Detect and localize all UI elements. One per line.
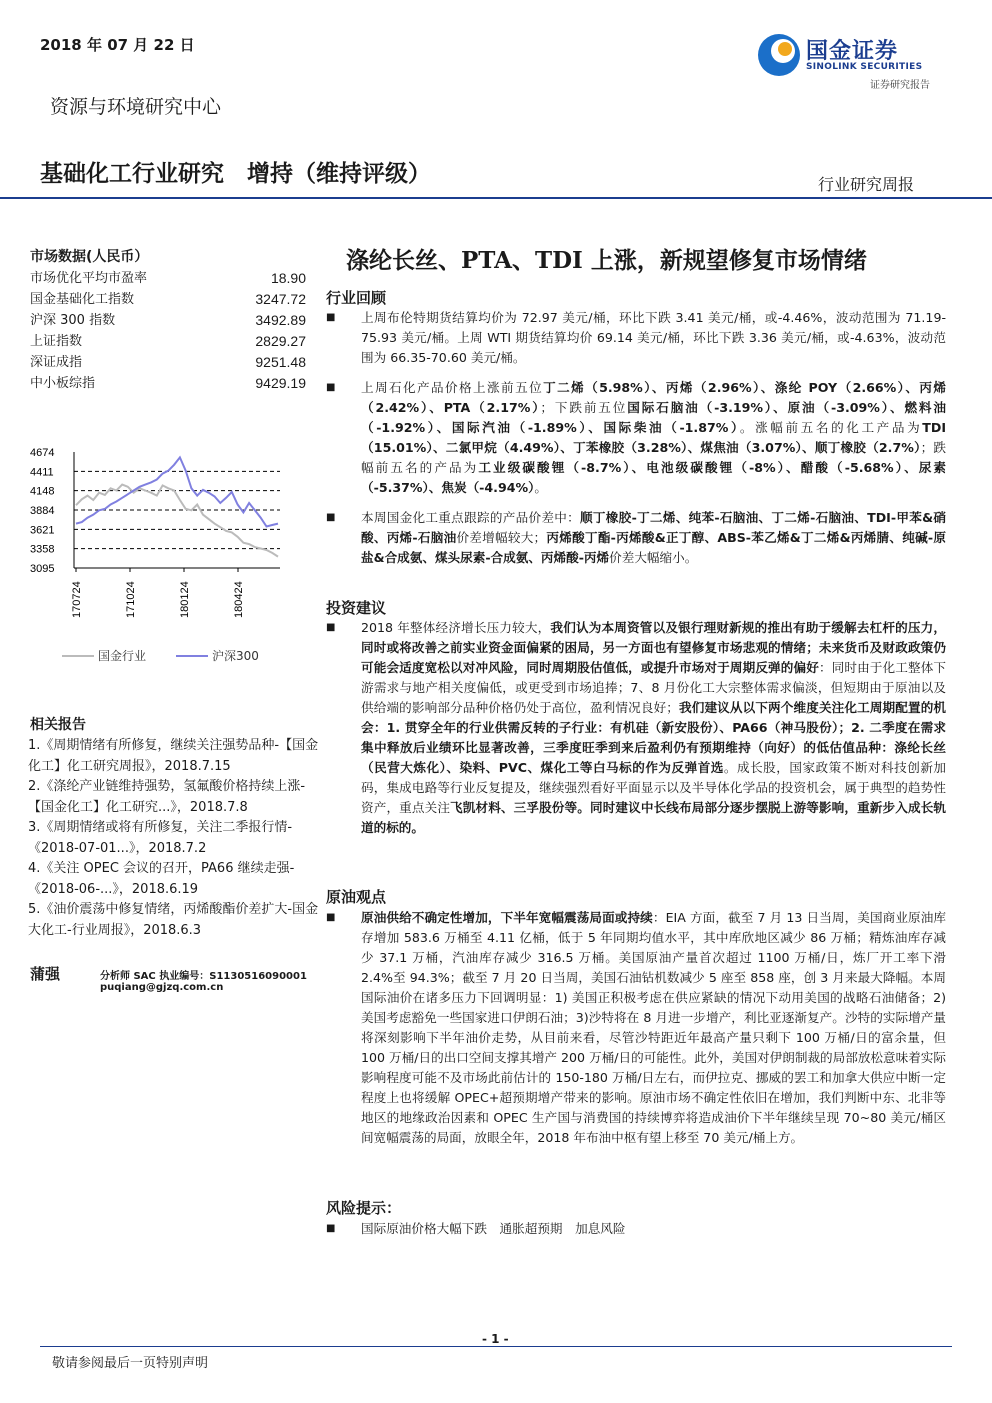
oil-paragraph: ■ 原油供给不确定性增加，下半年宽幅震荡局面或持续：EIA 方面，截至 7 月 13 日当周，美国商业原油库存增加 583.6 万桶至 4.11 亿桶，低于 5 年同期均值水平，其中库欣地区减少 86 万桶；精炼油库存减少 37.1 万桶，汽油库存减少 316.5 万桶。美国原油产量首次超过 1100 万桶/日，炼厂开工率下滑 2.4%至 94.3%；截至 7 月 20 日当周，美国石油钻机数减少 5 座至 858 座，创 3 月来最大降幅。本周国际油价在诸多压力下回调明显：1) 美国正积极考虑在供应紧缺的情况下动用美国的战略石油储备；2) 美国考虑豁免一些国家进口伊朗石油；3)沙特将在 8 月进一步增产，利比亚逐渐复产。沙特的实际增产量将深刻影响下半年油价走势，从目前来看，尽管沙特距近年最高产量只剩下 100 万桶/日的富余量，但 100 万桶/日的出口空间支撑其增产 200 万桶/日的可能性。此外，美国对伊朗制裁的局部放松意味着实际影响程度可能不及市场此前估计的 150-180 万桶/日左右，而伊拉克、挪威的罢工和加拿大供应中断一定程度上也将缓解 OPEC+超预期增产带来的影响。原油市场不确定性依旧在增加，我们判断中东、北非等地区的地缘政治因素和 OPEC 生产国与消费国的持续博弈将造成油价下半年继续呈现 70~80 美元/桶区间宽幅震荡的局面，放眼全年，2018 年布油中枢有望上移至 70 美元/桶上方。	[326, 910, 947, 1145]
risk-paragraph: ■ 国际原油价格大幅下跌 通胀超预期 加息风险	[326, 1219, 946, 1239]
logo-cn-text: 国金证券	[806, 39, 899, 64]
analyst-cert: 分析师 SAC 执业编号：S1130516090001	[100, 971, 307, 982]
market-value: 18.90	[270, 270, 306, 286]
disclaimer-note: 敬请参阅最后一页特别声明	[52, 1356, 209, 1371]
market-row	[30, 268, 306, 289]
related-report-item[interactable]: 1.《周期情绪有所修复，继续关注强势品种-【国金化工】化工研究周报》，2018.7.15	[28, 738, 319, 774]
related-report-item[interactable]: 5.《油价震荡中修复情绪，丙烯酸酯价差扩大-国金大化工-行业周报》，2018.6.3	[28, 902, 319, 938]
research-center: 资源与环境研究中心	[50, 96, 222, 118]
section-risk-heading: 风险提示：	[326, 1199, 402, 1217]
market-row	[30, 331, 306, 352]
market-label: 上证指数	[30, 334, 83, 349]
analyst-name: 蒲强	[30, 965, 61, 983]
y-tick-label: 4411	[30, 466, 54, 479]
index-line-chart	[22, 440, 312, 680]
legend-label: 国金行业	[98, 649, 147, 663]
related-reports-title: 相关报告	[30, 717, 86, 733]
legend-label: 沪深300	[212, 649, 259, 663]
review-paragraph-1: ■ 上周布伦特期货结算均价为 72.97 美元/桶，环比下跌 3.41 美元/桶，或-4.46%，波动范围为 71.19-75.93 美元/桶。上周 WTI 期货结算均价 69.14 美元/桶，环比下跌 3.36 美元/桶，或-4.63%，波动范围为 66.35-70.60 美元/桶。	[326, 310, 946, 365]
sinolink-logo	[756, 30, 956, 90]
market-row	[30, 289, 306, 310]
footer-divider	[40, 1346, 952, 1347]
x-tick-label: 170724	[71, 581, 83, 618]
bullet-icon: ■	[326, 512, 336, 523]
header-divider	[0, 197, 992, 199]
logo-mark-icon	[756, 32, 802, 78]
related-report-item[interactable]: 4.《关注 OPEC 会议的召开，PA66 继续走强-《2018-06-...》，2018.6.19	[28, 861, 295, 897]
bullet-icon: ■	[326, 312, 336, 323]
market-data-title: 市场数据(人民币）	[30, 249, 149, 265]
related-reports-list	[28, 736, 320, 941]
y-tick-label: 4674	[30, 447, 55, 459]
market-value: 9429.19	[255, 375, 306, 391]
logo-en-text: SINOLINK SECURITIES	[806, 62, 923, 72]
x-tick-label: 180424	[233, 581, 245, 618]
y-tick-label: 4148	[30, 485, 55, 498]
market-label: 市场优化平均市盈率	[30, 271, 148, 286]
bullet-icon: ■	[326, 912, 336, 923]
bullet-icon: ■	[326, 622, 336, 633]
related-report-item[interactable]: 2.《涤纶产业链维持强势，氢氟酸价格持续上涨-【国金化工】化工研究...》，2018.7.8	[28, 779, 306, 815]
analyst-email[interactable]: puqiang@gjzq.com.cn	[100, 982, 224, 993]
market-value: 3492.89	[255, 312, 306, 328]
y-tick-label: 3621	[30, 524, 55, 537]
market-row	[30, 310, 306, 331]
review-paragraph-3: ■ 本周国金化工重点跟踪的产品价差中：顺丁橡胶-丁二烯、纯苯-石脑油、丁二烯-石脑油、TDI-甲苯&硝酸、丙烯-石脑油价差增幅较大；丙烯酸丁酯-丙烯酸&正丁醇、ABS-苯乙烯&丁二烯&丙烯腈、纯碱-原盐&合成氨、煤头尿素-合成氨、丙烯酸-丙烯价差大幅缩小。	[326, 510, 947, 565]
bullet-icon: ■	[326, 382, 336, 393]
market-value: 2829.27	[255, 333, 306, 349]
x-tick-label: 180124	[179, 581, 191, 618]
report-type: 行业研究周报	[818, 175, 915, 194]
y-tick-label: 3358	[30, 543, 55, 556]
series-line-0	[76, 485, 278, 557]
y-tick-label: 3884	[30, 505, 55, 517]
market-label: 国金基础化工指数	[30, 292, 135, 307]
report-date: 2018 年 07 月 22 日	[40, 36, 195, 54]
section-review-heading: 行业回顾	[326, 289, 387, 307]
report-title: 涤纶长丝、PTA、TDI 上涨，新规望修复市场情绪	[346, 247, 867, 274]
section-invest-heading: 投资建议	[326, 599, 387, 617]
market-row	[30, 352, 306, 373]
y-tick-label: 3095	[30, 563, 55, 575]
section-oil-heading: 原油观点	[326, 888, 387, 906]
market-value: 9251.48	[255, 354, 306, 370]
market-label: 中小板综指	[30, 376, 96, 391]
related-report-item[interactable]: 3.《周期情绪或将有所修复，关注二季报行情-《2018-07-01...》，2018.7.2	[28, 820, 293, 856]
market-label: 沪深 300 指数	[30, 313, 116, 328]
market-row	[30, 373, 306, 394]
page-number: - 1 -	[482, 1332, 509, 1346]
invest-paragraph: ■ 2018 年整体经济增长压力较大，我们认为本周资管以及银行理财新规的推出有助于缓解去杠杆的压力，同时或将改善之前实业资金面偏紧的困局，另一方面也有望修复市场悲观的情绪；未来货币及财政政策仍可能会适度宽松以对冲风险，同时周期股估值低，或提升市场对于周期反弹的偏好：同时由于化工整体下游需求与地产相关度偏低，或更受到市场追捧；7、8 月份化工大宗整体需求偏淡，但短期由于原油以及供给端的影响部分品种价格仍处于高位，盈利情况良好；我们建议从以下两个维度关注化工周期配置的机会：1. 贯穿全年的行业供需反转的子行业：有机硅（新安股份）、PA66（神马股份）；2. 二季度在需求集中释放后业绩环比显著改善，三季度旺季到来后盈利仍有预期维持（向好）的低估值品种：涤纶长丝（民营大炼化）、染料、PVC、煤化工等白马标的作为反弹首选。成长股，国家政策不断对科技创新加码，集成电路等行业反复提及，继续强烈看好平面显示以及半导体化学品的投资机会，属于典型的趋势性资产，重点关注飞凯材料、三孚股份等。同时建议中长线布局部分逐步摆脱上游等影响，重新步入成长轨道的标的。	[326, 620, 947, 835]
market-data-table	[30, 268, 306, 394]
market-label: 深证成指	[30, 355, 83, 370]
market-value: 3247.72	[255, 291, 306, 307]
logo-subtitle: 证券研究报告	[870, 80, 930, 91]
review-paragraph-2: ■ 上周石化产品价格上涨前五位丁二烯（5.98%）、丙烯（2.96%）、涤纶 POY（2.66%）、丙烯（2.42%）、PTA（2.17%）；下跌前五位国际石脑油（-3.19%）、原油（-3.09%）、燃料油（-1.92%）、国际汽油（-1.89%）、国际柴油（-1.87%）。涨幅前五名的化工产品为TDI（15.01%）、二氯甲烷（4.49%）、丁苯橡胶（3.28%）、煤焦油（3.07%）、顺丁橡胶（2.7%）；跌幅前五名的产品为工业级碳酸锂（-8.7%）、电池级碳酸锂（-8%）、醋酸（-5.68%）、尿素（-5.37%）、焦炭（-4.94%）。	[326, 380, 947, 495]
x-tick-label: 171024	[125, 581, 137, 618]
industry-rating: 基础化工行业研究 增持（维持评级）	[40, 161, 431, 187]
bullet-icon: ■	[326, 1223, 336, 1234]
